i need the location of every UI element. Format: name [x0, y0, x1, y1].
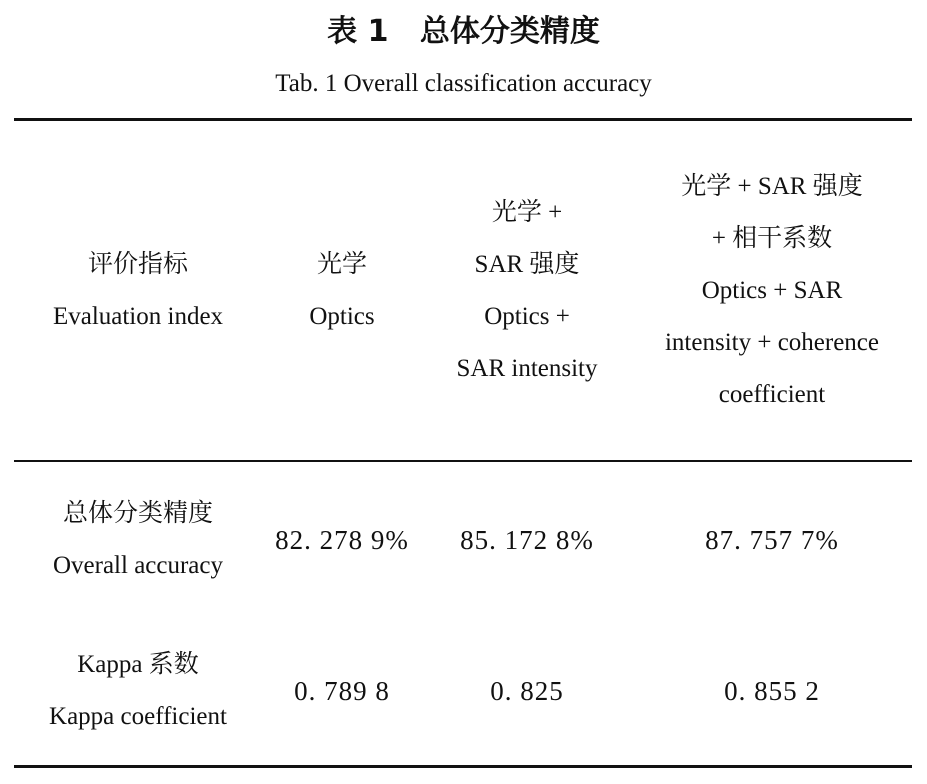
header-cell-optics-sar — [422, 121, 632, 460]
value-kappa-optics — [262, 617, 422, 765]
header-cell-optics — [262, 121, 422, 460]
cell-value: 87. 757 7% — [705, 524, 839, 555]
header-text: 光学 + SAR 强度 — [681, 172, 863, 200]
value-overall-accuracy-optics-sar — [422, 462, 632, 617]
table-title-chinese: 总体分类精度 — [419, 14, 600, 49]
table-label-chinese: 表 1 — [327, 14, 389, 49]
row-label-kappa-coefficient — [14, 617, 262, 765]
table-bottom-rule — [14, 765, 912, 768]
cell-value: 0. 789 8 — [294, 676, 390, 706]
header-text: Optics + — [484, 302, 570, 330]
cell-value: 0. 825 — [490, 676, 564, 706]
row-label-overall-accuracy — [14, 462, 262, 617]
header-text: SAR intensity — [456, 354, 598, 382]
table-title-english: Overall classification accuracy — [343, 70, 652, 97]
cell-value: 0. 855 2 — [724, 676, 820, 706]
row-label-text: 总体分类精度 — [62, 499, 213, 527]
header-text: 评价指标 — [87, 250, 188, 278]
header-text: SAR 强度 — [474, 250, 580, 278]
value-kappa-optics-sar — [422, 617, 632, 765]
row-label-text: Kappa coefficient — [49, 703, 227, 730]
row-label-text: Kappa 系数 — [77, 651, 199, 678]
cell-value: 85. 172 8% — [460, 524, 594, 555]
value-kappa-optics-sar-coherence — [632, 617, 912, 765]
header-text: + 相干系数 — [711, 224, 833, 252]
table-label-english: Tab. 1 — [275, 70, 338, 97]
header-text: Optics + SAR — [701, 276, 843, 304]
header-text: Optics — [309, 302, 375, 330]
value-overall-accuracy-optics-sar-coherence — [632, 462, 912, 617]
header-cell-optics-sar-coherence — [632, 121, 912, 460]
value-overall-accuracy-optics — [262, 462, 422, 617]
table-caption-chinese — [0, 14, 927, 50]
header-text: intensity + coherence — [664, 328, 879, 356]
row-label-text: Overall accuracy — [52, 551, 224, 579]
header-text: coefficient — [718, 380, 826, 408]
header-text: 光学 — [316, 250, 367, 278]
table-caption-english — [0, 68, 927, 100]
header-cell-evaluation-index — [14, 121, 262, 460]
cell-value: 82. 278 9% — [275, 524, 409, 555]
header-text: 光学 + — [491, 198, 563, 226]
header-text: Evaluation index — [52, 302, 224, 330]
